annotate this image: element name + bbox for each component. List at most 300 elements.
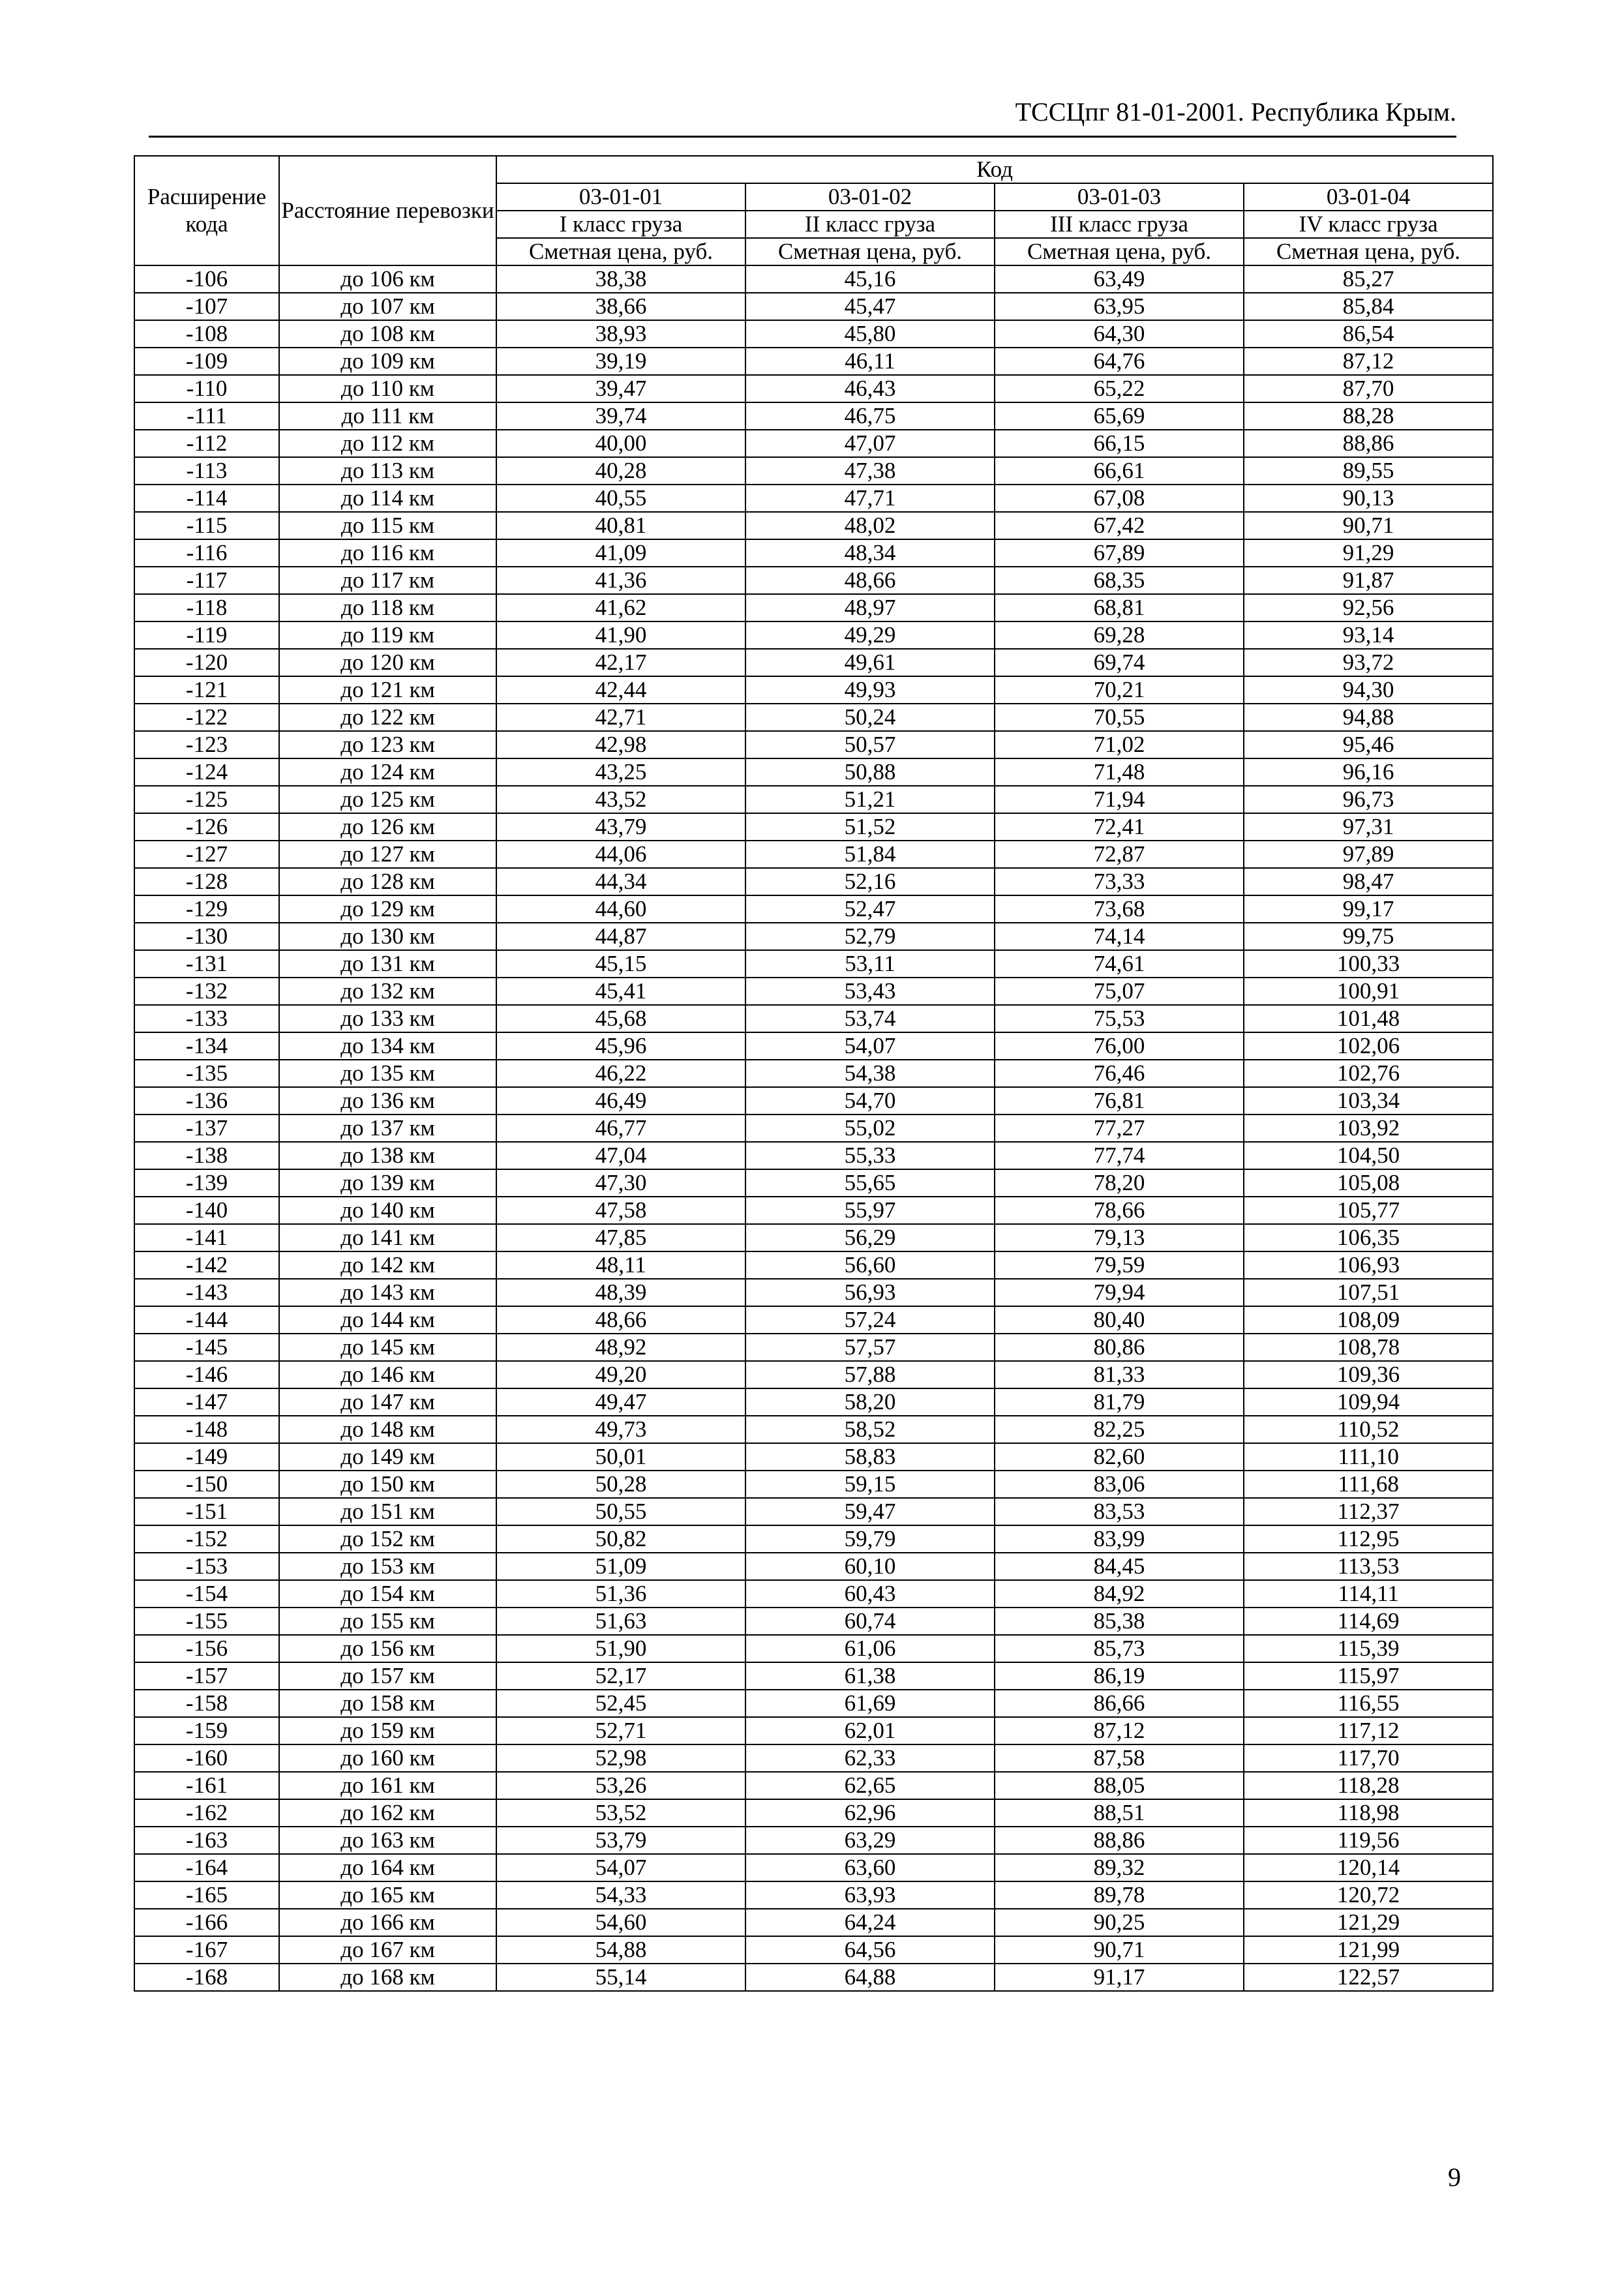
cell-price-class-2: 50,88 <box>745 758 995 786</box>
table-row <box>134 539 1493 567</box>
table-row <box>134 1608 1493 1635</box>
cell-price-class-1: 54,07 <box>496 1854 745 1881</box>
table-row <box>134 1087 1493 1115</box>
cell-price-class-1: 49,20 <box>496 1361 745 1388</box>
table-row <box>134 923 1493 950</box>
col-header-cargo-class: I класс груза <box>496 211 745 238</box>
cell-price-class-2: 56,93 <box>745 1279 995 1306</box>
cell-distance: до 139 км <box>279 1169 496 1197</box>
cell-price-class-3: 70,55 <box>995 704 1244 731</box>
table-row <box>134 1580 1493 1608</box>
cell-price-class-2: 50,24 <box>745 704 995 731</box>
cell-extension: -140 <box>134 1197 279 1224</box>
cell-price-class-3: 86,66 <box>995 1690 1244 1717</box>
cell-price-class-2: 53,11 <box>745 950 995 978</box>
cell-price-class-2: 61,69 <box>745 1690 995 1717</box>
cell-extension: -167 <box>134 1936 279 1964</box>
cell-distance: до 109 км <box>279 348 496 375</box>
cell-price-class-1: 42,98 <box>496 731 745 758</box>
table-row <box>134 1032 1493 1060</box>
cell-extension: -121 <box>134 676 279 704</box>
cell-extension: -159 <box>134 1717 279 1744</box>
cell-extension: -139 <box>134 1169 279 1197</box>
table-row <box>134 430 1493 457</box>
table-row <box>134 786 1493 813</box>
cell-price-class-1: 50,55 <box>496 1498 745 1525</box>
cell-distance: до 114 км <box>279 485 496 512</box>
cell-price-class-1: 47,04 <box>496 1142 745 1169</box>
table-row <box>134 293 1493 320</box>
cell-price-class-4: 113,53 <box>1244 1553 1493 1580</box>
cell-distance: до 168 км <box>279 1964 496 1991</box>
cell-price-class-1: 49,47 <box>496 1388 745 1416</box>
cell-price-class-1: 54,60 <box>496 1909 745 1936</box>
cell-price-class-3: 65,22 <box>995 375 1244 402</box>
cell-price-class-4: 88,86 <box>1244 430 1493 457</box>
page-header <box>149 97 1456 138</box>
cell-price-class-1: 52,71 <box>496 1717 745 1744</box>
cell-distance: до 112 км <box>279 430 496 457</box>
cell-distance: до 124 км <box>279 758 496 786</box>
cell-price-class-4: 101,48 <box>1244 1005 1493 1032</box>
cell-distance: до 134 км <box>279 1032 496 1060</box>
cell-price-class-1: 38,38 <box>496 265 745 293</box>
cell-price-class-3: 79,59 <box>995 1251 1244 1279</box>
col-header-distance: Расстояние перевозки <box>279 156 496 265</box>
cell-distance: до 123 км <box>279 731 496 758</box>
cell-price-class-3: 90,25 <box>995 1909 1244 1936</box>
cell-price-class-2: 52,16 <box>745 868 995 895</box>
table-row <box>134 1744 1493 1772</box>
cell-extension: -136 <box>134 1087 279 1115</box>
cell-distance: до 131 км <box>279 950 496 978</box>
cell-price-class-1: 45,96 <box>496 1032 745 1060</box>
cell-extension: -151 <box>134 1498 279 1525</box>
cell-price-class-3: 82,25 <box>995 1416 1244 1443</box>
cell-extension: -158 <box>134 1690 279 1717</box>
cell-extension: -131 <box>134 950 279 978</box>
cell-price-class-1: 45,15 <box>496 950 745 978</box>
cell-price-class-4: 85,27 <box>1244 265 1493 293</box>
cell-extension: -120 <box>134 649 279 676</box>
cell-price-class-4: 107,51 <box>1244 1279 1493 1306</box>
col-header-code: 03-01-04 <box>1244 183 1493 211</box>
cell-price-class-2: 46,11 <box>745 348 995 375</box>
cell-price-class-2: 52,47 <box>745 895 995 923</box>
cell-price-class-2: 53,43 <box>745 978 995 1005</box>
cell-extension: -124 <box>134 758 279 786</box>
cell-extension: -123 <box>134 731 279 758</box>
cell-distance: до 154 км <box>279 1580 496 1608</box>
cell-price-class-4: 94,88 <box>1244 704 1493 731</box>
cell-price-class-2: 64,56 <box>745 1936 995 1964</box>
cell-price-class-4: 105,77 <box>1244 1197 1493 1224</box>
cell-price-class-4: 100,91 <box>1244 978 1493 1005</box>
table-row <box>134 704 1493 731</box>
table-row <box>134 813 1493 841</box>
cell-price-class-1: 52,17 <box>496 1662 745 1690</box>
cell-distance: до 148 км <box>279 1416 496 1443</box>
cell-price-class-3: 69,74 <box>995 649 1244 676</box>
table-row <box>134 676 1493 704</box>
cell-price-class-3: 71,48 <box>995 758 1244 786</box>
price-table <box>134 155 1494 1992</box>
cell-extension: -153 <box>134 1553 279 1580</box>
cell-extension: -160 <box>134 1744 279 1772</box>
cell-price-class-2: 56,29 <box>745 1224 995 1251</box>
cell-price-class-2: 45,80 <box>745 320 995 348</box>
cell-price-class-1: 54,33 <box>496 1881 745 1909</box>
cell-price-class-3: 72,41 <box>995 813 1244 841</box>
cell-price-class-4: 102,76 <box>1244 1060 1493 1087</box>
cell-price-class-3: 67,42 <box>995 512 1244 539</box>
cell-price-class-4: 89,55 <box>1244 457 1493 485</box>
cell-price-class-4: 111,68 <box>1244 1471 1493 1498</box>
cell-price-class-4: 114,11 <box>1244 1580 1493 1608</box>
cell-price-class-1: 45,41 <box>496 978 745 1005</box>
cell-distance: до 129 км <box>279 895 496 923</box>
table-row <box>134 1334 1493 1361</box>
cell-price-class-2: 55,33 <box>745 1142 995 1169</box>
cell-price-class-4: 120,72 <box>1244 1881 1493 1909</box>
cell-distance: до 146 км <box>279 1361 496 1388</box>
cell-price-class-4: 102,06 <box>1244 1032 1493 1060</box>
table-row <box>134 402 1493 430</box>
cell-price-class-2: 46,75 <box>745 402 995 430</box>
cell-extension: -163 <box>134 1827 279 1854</box>
page-number: 9 <box>1448 2162 1461 2192</box>
table-row <box>134 868 1493 895</box>
cell-distance: до 116 км <box>279 539 496 567</box>
cell-distance: до 156 км <box>279 1635 496 1662</box>
cell-price-class-4: 88,28 <box>1244 402 1493 430</box>
cell-extension: -162 <box>134 1799 279 1827</box>
cell-price-class-2: 63,60 <box>745 1854 995 1881</box>
cell-price-class-2: 55,65 <box>745 1169 995 1197</box>
table-row <box>134 1443 1493 1471</box>
col-header-price: Сметная цена, руб. <box>1244 238 1493 265</box>
cell-price-class-2: 58,52 <box>745 1416 995 1443</box>
cell-distance: до 133 км <box>279 1005 496 1032</box>
cell-price-class-3: 84,92 <box>995 1580 1244 1608</box>
cell-extension: -137 <box>134 1115 279 1142</box>
cell-price-class-4: 110,52 <box>1244 1416 1493 1443</box>
cell-distance: до 128 км <box>279 868 496 895</box>
cell-distance: до 120 км <box>279 649 496 676</box>
cell-price-class-3: 64,76 <box>995 348 1244 375</box>
cell-distance: до 142 км <box>279 1251 496 1279</box>
cell-price-class-1: 42,17 <box>496 649 745 676</box>
cell-extension: -143 <box>134 1279 279 1306</box>
cell-price-class-1: 53,79 <box>496 1827 745 1854</box>
cell-extension: -118 <box>134 594 279 621</box>
cell-distance: до 106 км <box>279 265 496 293</box>
table-row <box>134 1772 1493 1799</box>
cell-price-class-3: 90,71 <box>995 1936 1244 1964</box>
cell-price-class-3: 67,08 <box>995 485 1244 512</box>
cell-price-class-4: 97,31 <box>1244 813 1493 841</box>
table-row <box>134 375 1493 402</box>
cell-extension: -114 <box>134 485 279 512</box>
table-row <box>134 621 1493 649</box>
cell-extension: -110 <box>134 375 279 402</box>
cell-price-class-2: 58,83 <box>745 1443 995 1471</box>
table-row <box>134 1525 1493 1553</box>
table-row <box>134 1005 1493 1032</box>
table-row <box>134 485 1493 512</box>
col-header-price: Сметная цена, руб. <box>995 238 1244 265</box>
cell-price-class-4: 91,87 <box>1244 567 1493 594</box>
cell-price-class-4: 104,50 <box>1244 1142 1493 1169</box>
table-row <box>134 1115 1493 1142</box>
cell-price-class-4: 118,28 <box>1244 1772 1493 1799</box>
cell-price-class-3: 80,40 <box>995 1306 1244 1334</box>
table-row <box>134 265 1493 293</box>
cell-price-class-4: 90,71 <box>1244 512 1493 539</box>
cell-price-class-2: 48,66 <box>745 567 995 594</box>
cell-price-class-4: 99,75 <box>1244 923 1493 950</box>
cell-price-class-2: 59,47 <box>745 1498 995 1525</box>
cell-distance: до 136 км <box>279 1087 496 1115</box>
cell-distance: до 143 км <box>279 1279 496 1306</box>
cell-price-class-2: 49,93 <box>745 676 995 704</box>
cell-distance: до 132 км <box>279 978 496 1005</box>
cell-price-class-2: 62,65 <box>745 1772 995 1799</box>
cell-price-class-2: 51,52 <box>745 813 995 841</box>
cell-price-class-4: 105,08 <box>1244 1169 1493 1197</box>
cell-distance: до 125 км <box>279 786 496 813</box>
cell-price-class-1: 52,98 <box>496 1744 745 1772</box>
cell-extension: -115 <box>134 512 279 539</box>
table-row <box>134 1498 1493 1525</box>
cell-extension: -111 <box>134 402 279 430</box>
cell-price-class-2: 59,79 <box>745 1525 995 1553</box>
cell-price-class-3: 82,60 <box>995 1443 1244 1471</box>
table-row <box>134 758 1493 786</box>
cell-price-class-2: 56,60 <box>745 1251 995 1279</box>
cell-distance: до 117 км <box>279 567 496 594</box>
cell-extension: -165 <box>134 1881 279 1909</box>
cell-price-class-3: 64,30 <box>995 320 1244 348</box>
cell-price-class-1: 43,79 <box>496 813 745 841</box>
table-row <box>134 512 1493 539</box>
cell-price-class-3: 67,89 <box>995 539 1244 567</box>
cell-price-class-2: 48,02 <box>745 512 995 539</box>
cell-price-class-1: 43,25 <box>496 758 745 786</box>
cell-distance: до 155 км <box>279 1608 496 1635</box>
cell-price-class-2: 60,10 <box>745 1553 995 1580</box>
cell-price-class-4: 120,14 <box>1244 1854 1493 1881</box>
cell-distance: до 111 км <box>279 402 496 430</box>
cell-distance: до 166 км <box>279 1909 496 1936</box>
cell-distance: до 115 км <box>279 512 496 539</box>
cell-price-class-2: 61,06 <box>745 1635 995 1662</box>
cell-price-class-3: 66,61 <box>995 457 1244 485</box>
cell-price-class-3: 63,95 <box>995 293 1244 320</box>
cell-extension: -138 <box>134 1142 279 1169</box>
cell-price-class-1: 53,52 <box>496 1799 745 1827</box>
cell-price-class-4: 96,73 <box>1244 786 1493 813</box>
cell-price-class-4: 115,39 <box>1244 1635 1493 1662</box>
col-header-extension: Расширение кода <box>134 156 279 265</box>
table-row <box>134 1361 1493 1388</box>
cell-price-class-3: 88,51 <box>995 1799 1244 1827</box>
cell-price-class-1: 51,09 <box>496 1553 745 1580</box>
cell-extension: -155 <box>134 1608 279 1635</box>
cell-price-class-2: 58,20 <box>745 1388 995 1416</box>
table-row <box>134 1936 1493 1964</box>
table-row <box>134 841 1493 868</box>
cell-price-class-3: 91,17 <box>995 1964 1244 1991</box>
cell-price-class-4: 100,33 <box>1244 950 1493 978</box>
cell-price-class-2: 52,79 <box>745 923 995 950</box>
table-row <box>134 1306 1493 1334</box>
table-row <box>134 1717 1493 1744</box>
cell-distance: до 126 км <box>279 813 496 841</box>
table-row <box>134 1909 1493 1936</box>
table-row <box>134 1251 1493 1279</box>
cell-price-class-1: 38,93 <box>496 320 745 348</box>
cell-extension: -119 <box>134 621 279 649</box>
cell-extension: -144 <box>134 1306 279 1334</box>
table-row <box>134 895 1493 923</box>
table-row <box>134 1279 1493 1306</box>
cell-price-class-2: 45,47 <box>745 293 995 320</box>
cell-price-class-1: 38,66 <box>496 293 745 320</box>
cell-distance: до 160 км <box>279 1744 496 1772</box>
cell-distance: до 141 км <box>279 1224 496 1251</box>
cell-price-class-4: 93,14 <box>1244 621 1493 649</box>
cell-price-class-2: 47,71 <box>745 485 995 512</box>
cell-price-class-4: 92,56 <box>1244 594 1493 621</box>
cell-price-class-2: 63,29 <box>745 1827 995 1854</box>
table-row <box>134 1224 1493 1251</box>
cell-price-class-1: 40,28 <box>496 457 745 485</box>
cell-price-class-1: 51,63 <box>496 1608 745 1635</box>
cell-price-class-3: 89,78 <box>995 1881 1244 1909</box>
cell-distance: до 165 км <box>279 1881 496 1909</box>
cell-price-class-4: 86,54 <box>1244 320 1493 348</box>
cell-price-class-3: 68,35 <box>995 567 1244 594</box>
cell-price-class-1: 55,14 <box>496 1964 745 1991</box>
cell-price-class-1: 39,47 <box>496 375 745 402</box>
cell-price-class-3: 81,79 <box>995 1388 1244 1416</box>
cell-price-class-1: 44,34 <box>496 868 745 895</box>
cell-extension: -116 <box>134 539 279 567</box>
cell-price-class-4: 106,35 <box>1244 1224 1493 1251</box>
cell-price-class-1: 50,82 <box>496 1525 745 1553</box>
table-row <box>134 1799 1493 1827</box>
cell-extension: -109 <box>134 348 279 375</box>
cell-price-class-3: 71,02 <box>995 731 1244 758</box>
cell-extension: -135 <box>134 1060 279 1087</box>
cell-price-class-2: 60,43 <box>745 1580 995 1608</box>
cell-distance: до 137 км <box>279 1115 496 1142</box>
cell-price-class-2: 50,57 <box>745 731 995 758</box>
cell-price-class-4: 103,92 <box>1244 1115 1493 1142</box>
table-row <box>134 594 1493 621</box>
cell-price-class-1: 40,00 <box>496 430 745 457</box>
cell-price-class-1: 41,36 <box>496 567 745 594</box>
cell-price-class-4: 87,70 <box>1244 375 1493 402</box>
table-row <box>134 731 1493 758</box>
cell-price-class-1: 49,73 <box>496 1416 745 1443</box>
cell-distance: до 119 км <box>279 621 496 649</box>
cell-price-class-3: 73,68 <box>995 895 1244 923</box>
col-header-price: Сметная цена, руб. <box>496 238 745 265</box>
table-row <box>134 320 1493 348</box>
cell-price-class-1: 53,26 <box>496 1772 745 1799</box>
cell-extension: -122 <box>134 704 279 731</box>
table-row <box>134 1690 1493 1717</box>
cell-extension: -146 <box>134 1361 279 1388</box>
col-header-code: 03-01-01 <box>496 183 745 211</box>
cell-extension: -152 <box>134 1525 279 1553</box>
cell-price-class-2: 60,74 <box>745 1608 995 1635</box>
cell-price-class-4: 95,46 <box>1244 731 1493 758</box>
cell-price-class-2: 62,01 <box>745 1717 995 1744</box>
cell-extension: -129 <box>134 895 279 923</box>
cell-extension: -168 <box>134 1964 279 1991</box>
cell-price-class-3: 73,33 <box>995 868 1244 895</box>
cell-price-class-3: 83,53 <box>995 1498 1244 1525</box>
cell-price-class-2: 48,34 <box>745 539 995 567</box>
cell-price-class-1: 54,88 <box>496 1936 745 1964</box>
table-row <box>134 1854 1493 1881</box>
cell-price-class-3: 70,21 <box>995 676 1244 704</box>
table-row <box>134 567 1493 594</box>
cell-extension: -161 <box>134 1772 279 1799</box>
cell-price-class-4: 117,70 <box>1244 1744 1493 1772</box>
col-header-cargo-class: IV класс груза <box>1244 211 1493 238</box>
cell-price-class-1: 46,77 <box>496 1115 745 1142</box>
cell-price-class-1: 39,19 <box>496 348 745 375</box>
table-row <box>134 457 1493 485</box>
cell-distance: до 162 км <box>279 1799 496 1827</box>
cell-extension: -150 <box>134 1471 279 1498</box>
cell-price-class-4: 91,29 <box>1244 539 1493 567</box>
col-header-cargo-class: III класс груза <box>995 211 1244 238</box>
cell-distance: до 163 км <box>279 1827 496 1854</box>
cell-price-class-4: 99,17 <box>1244 895 1493 923</box>
cell-extension: -141 <box>134 1224 279 1251</box>
cell-price-class-4: 103,34 <box>1244 1087 1493 1115</box>
cell-price-class-2: 54,07 <box>745 1032 995 1060</box>
table-row <box>134 1197 1493 1224</box>
cell-extension: -106 <box>134 265 279 293</box>
cell-distance: до 144 км <box>279 1306 496 1334</box>
cell-price-class-1: 44,06 <box>496 841 745 868</box>
cell-price-class-4: 116,55 <box>1244 1690 1493 1717</box>
cell-extension: -145 <box>134 1334 279 1361</box>
table-row <box>134 1635 1493 1662</box>
cell-price-class-1: 50,28 <box>496 1471 745 1498</box>
cell-price-class-1: 48,11 <box>496 1251 745 1279</box>
cell-price-class-2: 61,38 <box>745 1662 995 1690</box>
cell-price-class-1: 52,45 <box>496 1690 745 1717</box>
cell-price-class-2: 57,24 <box>745 1306 995 1334</box>
cell-distance: до 121 км <box>279 676 496 704</box>
cell-price-class-4: 122,57 <box>1244 1964 1493 1991</box>
cell-distance: до 150 км <box>279 1471 496 1498</box>
cell-price-class-1: 47,85 <box>496 1224 745 1251</box>
cell-price-class-1: 41,62 <box>496 594 745 621</box>
col-header-code: 03-01-02 <box>745 183 995 211</box>
cell-distance: до 159 км <box>279 1717 496 1744</box>
cell-extension: -127 <box>134 841 279 868</box>
cell-extension: -107 <box>134 293 279 320</box>
cell-price-class-2: 57,88 <box>745 1361 995 1388</box>
